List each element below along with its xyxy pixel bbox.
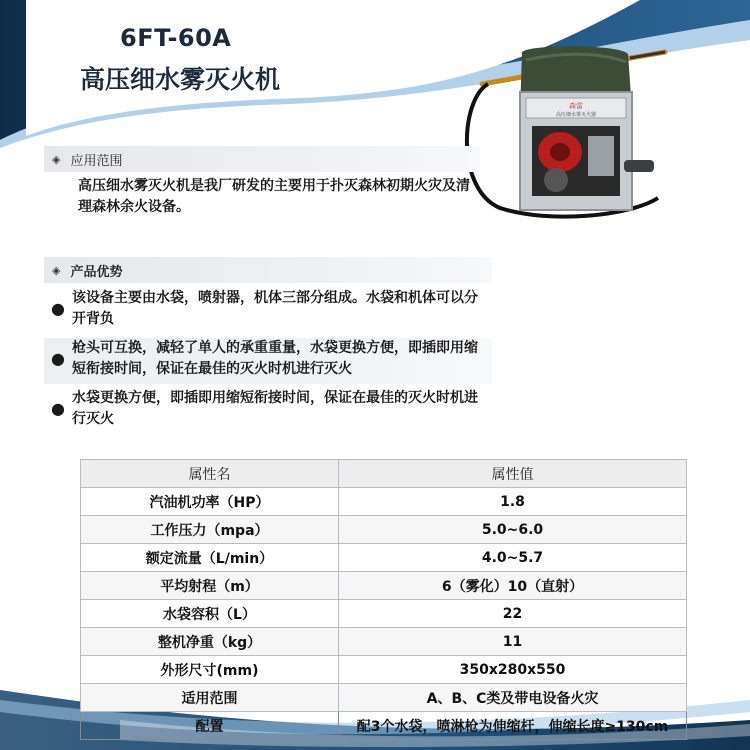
spec-value: 4.0~5.7 [339,544,687,572]
page-title: 高压细水雾灭火机 [80,65,281,94]
diamond-bullet-icon: ◈ [52,152,61,166]
advantage-text: 枪头可互换，减轻了单人的承重重量，水袋更换方便，即插即用缩短衔接时间，保证在最佳的灭火时机进行灭火 [72,340,478,377]
brand-label: 森雷 [569,102,583,110]
advantage-item [44,338,492,384]
plate-label: 高压细水雾灭火器 [555,112,597,118]
spec-value: A、B、C类及带电设备火灾 [339,684,687,712]
advantage-item [44,288,492,334]
usage-heading: 应用范围 [70,153,123,169]
spec-value: 5.0~6.0 [339,516,687,544]
usage-section-header [44,146,480,172]
spec-name: 配置 [81,712,339,740]
spec-name: 外形尺寸(mm) [81,656,339,684]
table-row [81,656,687,684]
spec-value: 22 [339,600,687,628]
spec-name: 适用范围 [81,684,339,712]
spec-name: 水袋容积（L） [81,600,339,628]
spec-name: 额定流量（L/min） [81,544,339,572]
spec-value: 1.8 [339,488,687,516]
advantage-item [44,388,492,434]
spec-value: 6（雾化）10（直射） [339,572,687,600]
column-header-value: 属性值 [339,460,687,488]
advantage-text: 该设备主要由水袋，喷射器，机体三部分组成。水袋和机体可以分开背负 [72,290,478,327]
table-header-row [81,460,687,488]
table-row [81,544,687,572]
spec-value: 11 [339,628,687,656]
bullet-dot-icon: ● [51,299,65,318]
advantage-text: 水袋更换方便，即插即用缩短衔接时间，保证在最佳的灭火时机进行灭火 [72,390,478,427]
column-header-name: 属性名 [81,460,339,488]
spec-value: 350x280x550 [339,656,687,684]
spec-table [80,459,687,740]
usage-description: 高压细水雾灭火机是我厂研发的主要用于扑灭森林初期火灾及清理森林余火设备。 [78,178,470,215]
spec-name: 汽油机功率（HP） [81,488,339,516]
table-row [81,684,687,712]
bullet-dot-icon: ● [51,349,65,368]
fire-extinguisher-machine-image [460,40,670,220]
diamond-bullet-icon: ◈ [52,263,61,277]
table-row [81,600,687,628]
table-row [81,628,687,656]
table-row [81,488,687,516]
advantages-section-header [44,257,492,283]
table-row [81,516,687,544]
table-row [81,712,687,740]
model-number: 6FT-60A [120,24,232,52]
spec-value: 配3个水袋，喷淋枪为伸缩杆，伸缩长度≥130cm [339,712,687,740]
table-row [81,572,687,600]
bullet-dot-icon: ● [51,399,65,418]
spec-name: 平均射程（m） [81,572,339,600]
spec-name: 工作压力（mpa） [81,516,339,544]
spec-name: 整机净重（kg） [81,628,339,656]
advantages-heading: 产品优势 [70,264,123,280]
